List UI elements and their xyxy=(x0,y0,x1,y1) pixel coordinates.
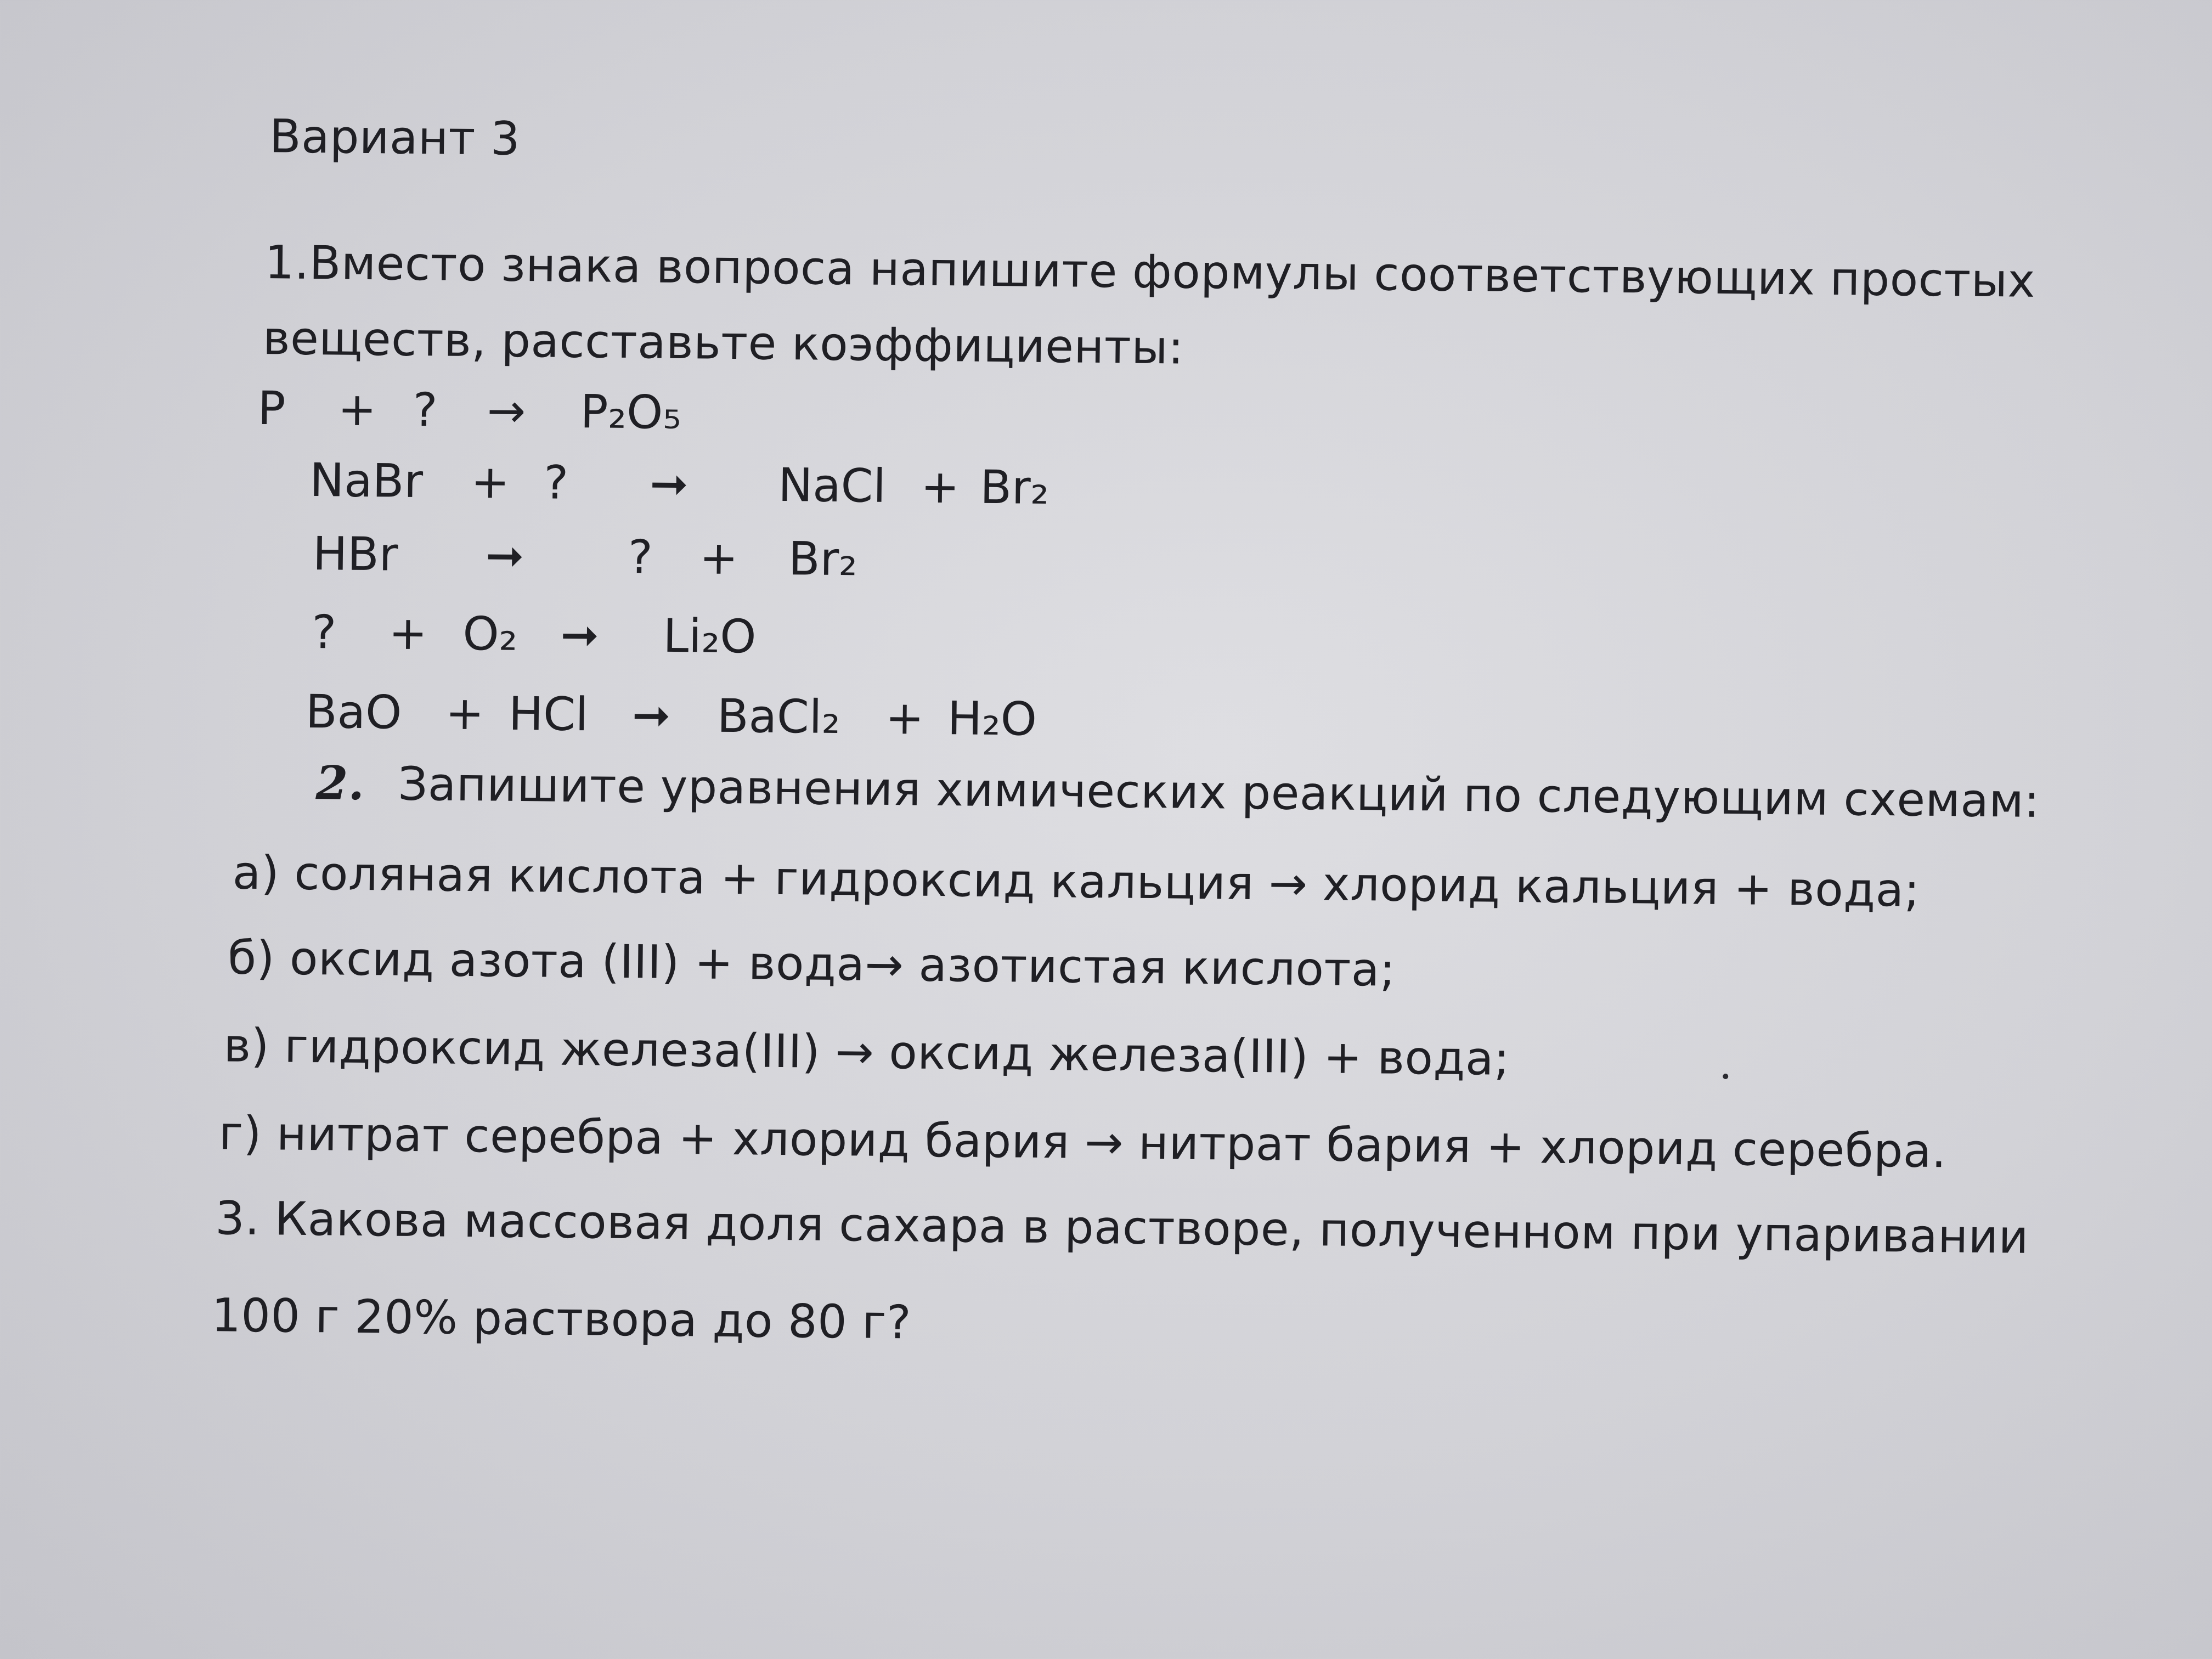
task1-text-line1: 1.Вместо знака вопроса напишите формулы соответствующих простых xyxy=(264,235,2036,308)
task2-item-g: г) нитрат серебра + хлорид бария → нитрат бария + хлорид серебра. xyxy=(218,1106,1947,1178)
eq4-term: + xyxy=(388,606,428,661)
eq1-arrow: → xyxy=(487,383,526,438)
eq5-term: + xyxy=(445,686,484,741)
eq3-term: ? xyxy=(628,530,653,584)
eq5-term: H₂O xyxy=(947,691,1037,746)
eq1-term: + xyxy=(337,382,377,437)
eq1-term: P₂O₅ xyxy=(580,385,682,440)
eq1-term: ? xyxy=(413,382,438,437)
eq5-term: BaO xyxy=(305,684,402,740)
eq3-term: + xyxy=(699,531,738,585)
eq4-arrow: ➞ xyxy=(560,607,600,662)
eq2-term: + xyxy=(470,455,510,509)
task2-number: 2. xyxy=(315,755,365,811)
eq3-term: HBr xyxy=(312,527,398,582)
eq2-term: + xyxy=(920,459,960,514)
eq4-term: ? xyxy=(312,605,337,659)
eq4-term: O₂ xyxy=(462,606,518,661)
task2-item-b: б) оксид азота (III) + вода→ азотистая кислота; xyxy=(227,930,1396,997)
eq2-term: ? xyxy=(543,455,569,510)
eq5-term: + xyxy=(885,690,924,745)
ink-dot xyxy=(1723,1074,1728,1079)
eq5-term: HCl xyxy=(508,686,589,742)
eq2-term: Br₂ xyxy=(979,460,1049,515)
eq5-term: BaCl₂ xyxy=(716,689,841,744)
task3-line1: 3. Какова массовая доля сахара в растворе, полученном при упаривании xyxy=(215,1191,2029,1264)
eq2-term: NaCl xyxy=(777,458,887,513)
eq1-term: P xyxy=(257,381,286,436)
task1-text-line2: веществ, расставьте коэффициенты: xyxy=(262,311,1184,375)
task2-heading: Запишите уравнения химических реакций по следующим схемам: xyxy=(398,757,2040,828)
eq2-arrow: ➞ xyxy=(649,456,689,511)
task2-heading-row xyxy=(315,755,2040,828)
eq3-arrow: ➞ xyxy=(485,528,524,583)
eq5-arrow: ➞ xyxy=(631,688,671,742)
eq3-term: Br₂ xyxy=(788,532,858,586)
variant-title: Вариант 3 xyxy=(269,109,521,166)
task2-item-a: а) соляная кислота + гидроксид кальция → хлорид кальция + вода; xyxy=(232,845,1920,917)
eq4-term: Li₂O xyxy=(663,608,757,664)
task3-line2: 100 г 20% раствора до 80 г? xyxy=(211,1288,912,1350)
task2-item-v: в) гидроксид железа(III) → оксид железа(III) + вода; xyxy=(223,1018,1510,1086)
eq2-term: NaBr xyxy=(309,453,424,509)
